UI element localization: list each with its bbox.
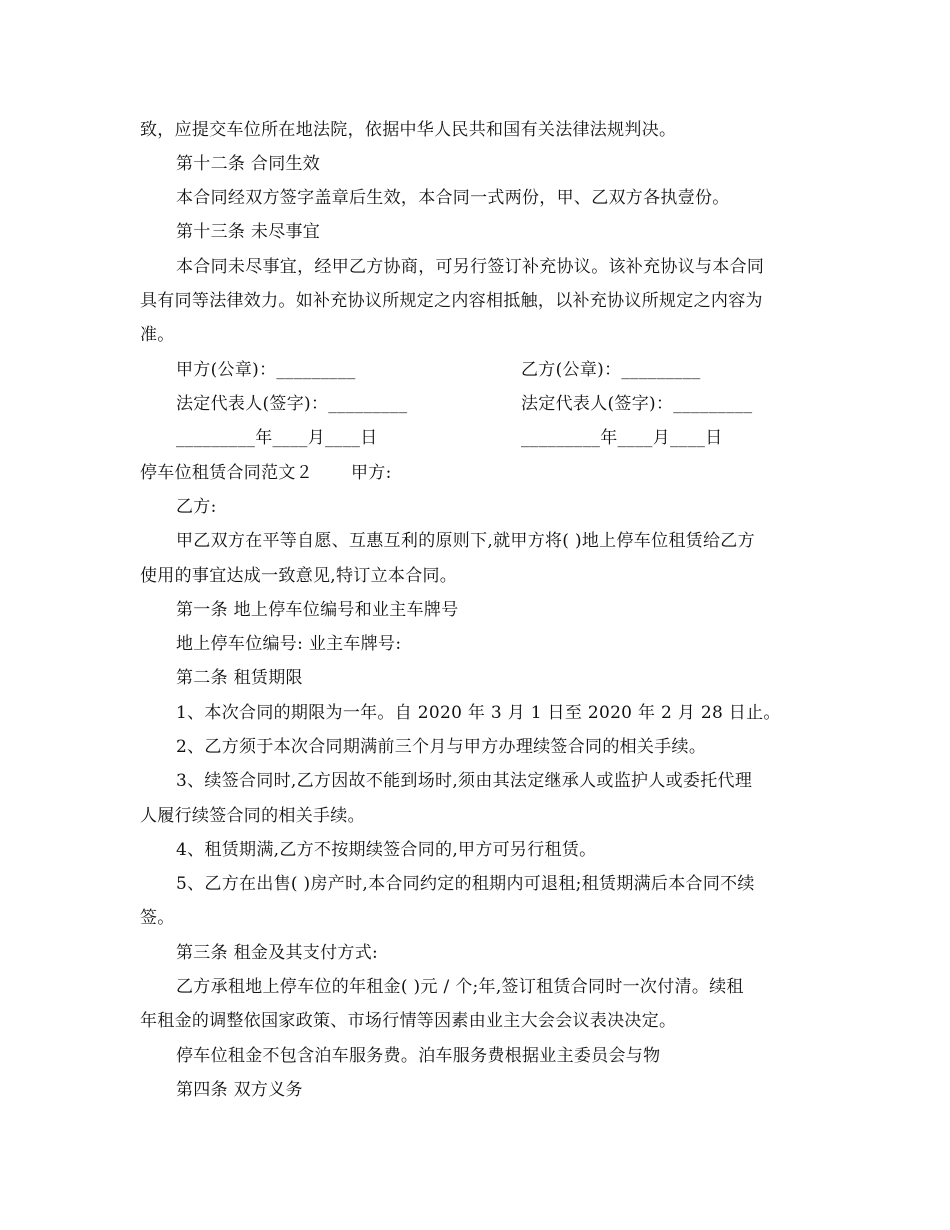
list-item: 2、乙方须于本次合同期满前三个月与甲方办理续签合同的相关手续。 <box>176 737 707 757</box>
clause-2-heading: 第二条 租赁期限 <box>176 668 303 688</box>
paragraph-line: 致，应提交车位所在地法院，依据中华人民共和国有关法律法规判决。 <box>140 120 677 140</box>
signature-party-b-date: _________年____月____日 <box>521 428 723 448</box>
paragraph-line: 乙方承租地上停车位的年租金( )元 / 个;年,签订租赁合同时一次付清。续租 <box>176 977 744 997</box>
paragraph-line: 本合同未尽事宜，经甲乙方协商，可另行签订补充协议。该补充协议与本合同 <box>176 257 765 277</box>
paragraph-line: 年租金的调整依国家政策、市场行情等因素由业主大会会议表决决定。 <box>140 1011 677 1031</box>
paragraph-line: 本合同经双方签字盖章后生效，本合同一式两份，甲、乙双方各执壹份。 <box>176 188 730 208</box>
clause-1-heading: 第一条 地上停车位编号和业主车牌号 <box>176 600 459 620</box>
signature-party-b-representative: 法定代表人(签字)：_________ <box>521 394 753 414</box>
contract-2-title-row <box>140 462 392 484</box>
list-item: 3、续签合同时,乙方因故不能到场时,须由其法定继承人或监护人或委托代理 <box>176 771 753 791</box>
contract-2-title: 停车位租赁合同范文２ <box>140 463 313 483</box>
signature-party-a-date: _________年____月____日 <box>176 428 378 448</box>
paragraph-line: 地上停车位编号: 业主车牌号: <box>176 634 402 654</box>
article-13-heading: 第十三条 未尽事宜 <box>176 222 321 242</box>
list-item: 4、租赁期满,乙方不按期续签合同的,甲方可另行租赁。 <box>176 840 597 860</box>
clause-3-heading: 第三条 租金及其支付方式: <box>176 943 379 963</box>
list-item-continuation: 人履行续签合同的相关手续。 <box>140 806 365 826</box>
paragraph-line: 具有同等法律效力。如补充协议所规定之内容相抵触，以补充协议所规定之内容为 <box>140 291 763 311</box>
paragraph-line: 停车位租金不包含泊车服务费。泊车服务费根据业主委员会与物 <box>176 1046 661 1066</box>
article-12-heading: 第十二条 合同生效 <box>176 154 321 174</box>
signature-party-a-representative: 法定代表人(签字)：_________ <box>176 394 408 414</box>
list-item: 1、本次合同的期限为一年。自 2020 年 3 月 1 日至 2020 年 2 月 28 日止。 <box>176 703 781 723</box>
party-b-label: 乙方: <box>176 497 217 517</box>
signature-party-b-seal: 乙方(公章)：_________ <box>521 360 701 380</box>
party-a-label: 甲方: <box>351 463 392 483</box>
signature-party-a-seal: 甲方(公章)：_________ <box>176 360 356 380</box>
paragraph-line: 使用的事宜达成一致意见,特订立本合同。 <box>140 566 458 586</box>
list-item-continuation: 签。 <box>140 908 175 928</box>
list-item: 5、乙方在出售( )房产时,本合同约定的租期内可退租;租赁期满后本合同不续 <box>176 874 755 894</box>
clause-4-heading: 第四条 双方义务 <box>176 1080 303 1100</box>
paragraph-line: 准。 <box>140 325 175 345</box>
paragraph-line: 甲乙双方在平等自愿、互惠互利的原则下,就甲方将( )地上停车位租赁给乙方 <box>176 531 755 551</box>
